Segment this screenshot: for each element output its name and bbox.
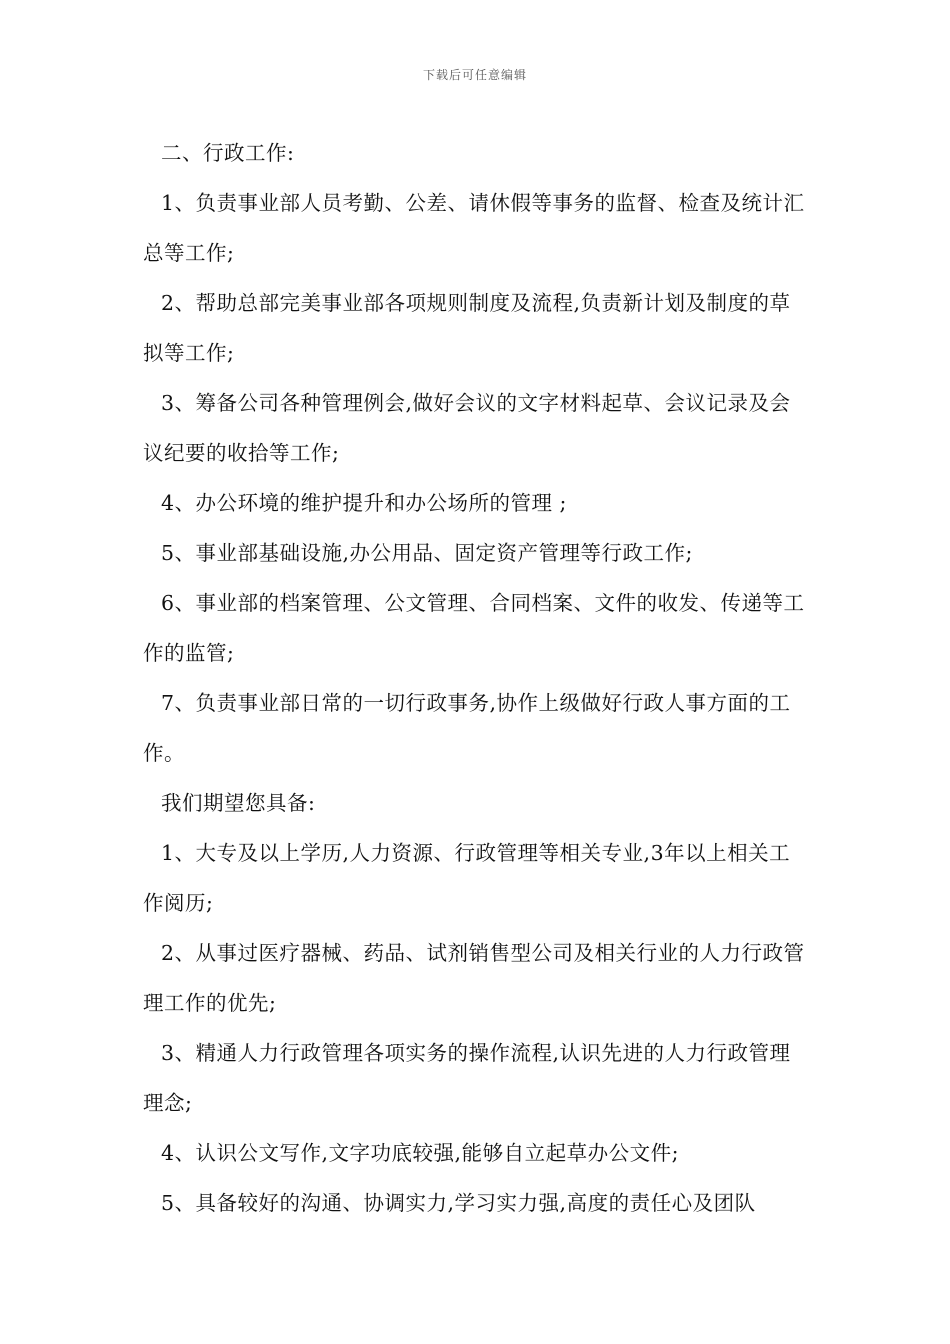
duty-item-3: 3、筹备公司各种管理例会,做好会议的文字材料起草、会议记录及会议纪要的收拾等工作; — [143, 391, 791, 465]
section-heading-admin-work: 二、行政工作: — [161, 141, 295, 165]
requirement-item-5: 5、具备较好的沟通、协调实力,学习实力强,高度的责任心及团队 — [161, 1191, 756, 1215]
requirement-item-3: 3、精通人力行政管理各项实务的操作流程,认识先进的人力行政管理理念; — [143, 1041, 791, 1115]
duty-item-1: 1、负责事业部人员考勤、公差、请休假等事务的监督、检查及统计汇总等工作; — [143, 191, 805, 265]
duty-item-5: 5、事业部基础设施,办公用品、固定资产管理等行政工作; — [161, 541, 693, 565]
requirement-item-2: 2、从事过医疗器械、药品、试剂销售型公司及相关行业的人力行政管理工作的优先; — [143, 941, 805, 1015]
duty-item-7: 7、负责事业部日常的一切行政事务,协作上级做好行政人事方面的工作。 — [143, 691, 791, 765]
section-heading-requirements: 我们期望您具备: — [161, 791, 316, 815]
requirement-item-1: 1、大专及以上学历,人力资源、行政管理等相关专业,3年以上相关工作阅历; — [143, 841, 791, 915]
document-body — [143, 128, 811, 1228]
duty-item-2: 2、帮助总部完美事业部各项规则制度及流程,负责新计划及制度的草拟等工作; — [143, 291, 791, 365]
requirement-item-4: 4、认识公文写作,文字功底较强,能够自立起草办公文件; — [161, 1141, 679, 1165]
duty-item-4: 4、办公环境的维护提升和办公场所的管理 ; — [161, 491, 567, 515]
duty-item-6: 6、事业部的档案管理、公文管理、合同档案、文件的收发、传递等工作的监管; — [143, 591, 805, 665]
page-header: 下载后可任意编辑 — [422, 68, 527, 82]
